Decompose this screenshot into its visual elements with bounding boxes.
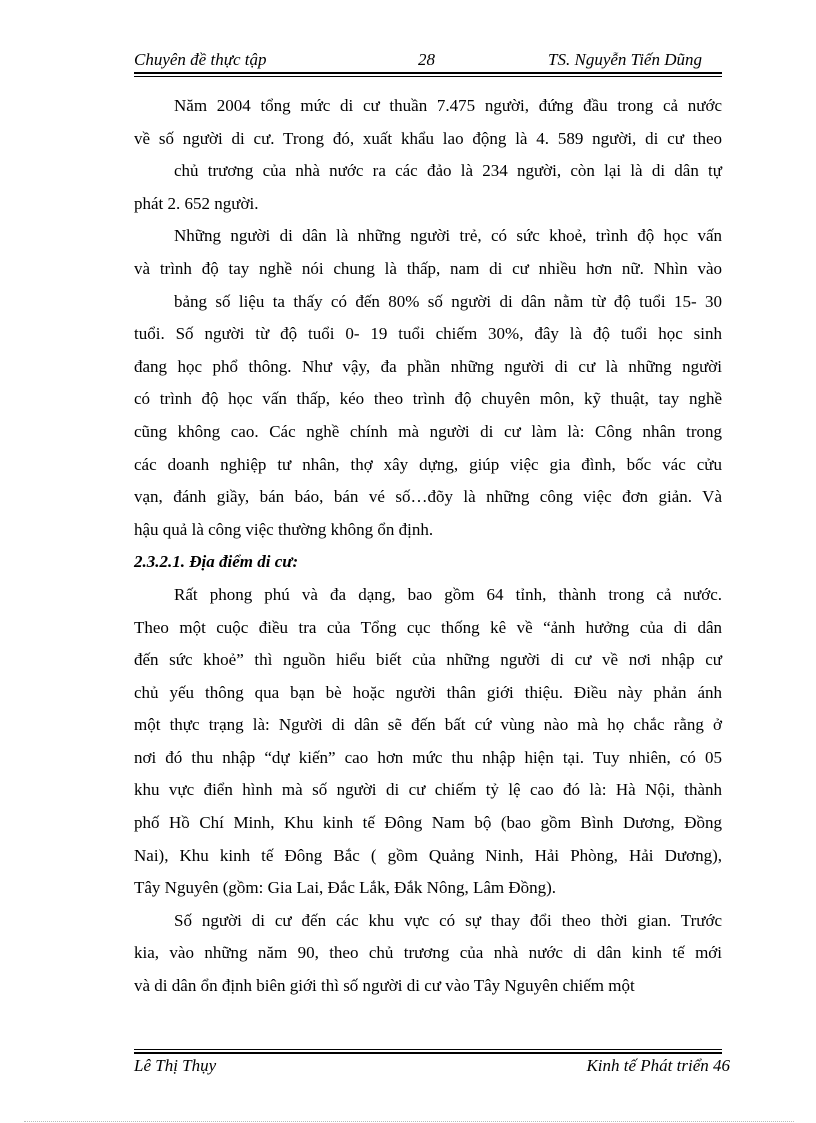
text-line: Rất phong phú và đa dạng, bao gồm 64 tỉnh, thành trong cả nước.: [174, 584, 722, 604]
header-rule-thin: [134, 76, 722, 77]
text-line: Nai), Khu kinh tế Đông Bắc ( gồm Quảng Ninh, Hải Phòng, Hải Dương),: [134, 845, 722, 865]
text-line: chủ trương của nhà nước ra các đảo là 234 người, còn lại là di dân tự: [174, 161, 722, 181]
header-title: Chuyên đề thực tập: [134, 50, 267, 69]
text-line: khu vực điển hình mà số người di cư chiếm tỷ lệ cao đó là: Hà Nội, thành: [134, 780, 722, 800]
text-line: Tây Nguyên (gồm: Gia Lai, Đắc Lắk, Đắk Nông, Lâm Đồng).: [134, 878, 557, 898]
text-line: và di dân ổn định biên giới thì số người di cư vào Tây Nguyên chiếm một: [134, 976, 635, 996]
text-line: tuổi. Số người từ độ tuổi 0- 19 tuổi chiếm 30%, đây là độ tuổi học sinh: [134, 324, 722, 344]
text-line: có trình độ học vấn thấp, kéo theo trình độ chuyên môn, kỹ thuật, tay nghề: [134, 389, 722, 409]
footer-rule-thin: [134, 1049, 722, 1050]
text-line: phát 2. 652 người.: [134, 193, 259, 213]
text-line: chủ yếu thông qua bạn bè hoặc người thân giới thiệu. Điều này phản ánh: [134, 682, 722, 702]
text-line: hậu quả là công việc thường không ổn định.: [134, 519, 434, 539]
paragraph-block-1: [134, 90, 722, 546]
text-line: bảng số liệu ta thấy có đến 80% số người di dân nằm từ độ tuổi 15- 30: [174, 291, 722, 311]
page-header: [134, 46, 722, 72]
paragraph-block-2: [134, 579, 722, 1003]
text-line: Năm 2004 tổng mức di cư thuần 7.475 người, đứng đầu trong cả nước: [174, 96, 722, 115]
text-line: Theo một cuộc điều tra của Tổng cục thống kê về “ảnh hưởng của di dân: [134, 617, 722, 637]
footer-course: Kinh tế Phát triển 46: [586, 1056, 730, 1075]
text-line: kia, vào những năm 90, theo chủ trương của nhà nước di dân kinh tế mới: [134, 943, 722, 963]
header-author: TS. Nguyễn Tiến Dũng: [548, 50, 702, 69]
text-line: về số người di cư. Trong đó, xuất khẩu lao động là 4. 589 người, di cư theo: [134, 128, 722, 148]
header-page-number: 28: [418, 50, 435, 69]
text-line: và trình độ tay nghề nói chung là thấp, nam di cư nhiều hơn nữ. Nhìn vào: [134, 258, 722, 278]
text-line: các doanh nghiệp tư nhân, thợ xây dựng, giúp việc gia đình, bốc vác cửu: [134, 454, 722, 474]
text-line: đang học phổ thông. Như vậy, đa phần những người di cư là những người: [134, 356, 722, 376]
section-heading: 2.3.2.1. Địa điểm di cư:: [134, 552, 299, 572]
text-line: vạn, đánh giầy, bán báo, bán vé số…đõy là những công việc đơn giản. Và: [134, 487, 722, 507]
footer-author: Lê Thị Thụy: [134, 1056, 217, 1075]
page-footer: [134, 1054, 730, 1080]
text-line: nơi đó thu nhập “dự kiến” cao hơn mức thu nhập hiện tại. Tuy nhiên, có 05: [134, 747, 722, 767]
body-text: [134, 90, 722, 1003]
text-line: cũng không cao. Các nghề chính mà người di cư làm là: Công nhân trong: [134, 421, 722, 441]
page-bottom-dotted-line: [24, 1121, 794, 1122]
text-line: phố Hồ Chí Minh, Khu kinh tế Đông Nam bộ (bao gồm Bình Dương, Đồng: [134, 813, 722, 833]
text-line: đến sức khoẻ” thì nguồn hiểu biết của những người di cư về nơi nhập cư: [134, 650, 722, 670]
text-line: một thực trạng là: Người di dân sẽ đến bất cứ vùng nào mà họ chắc rằng ở: [134, 715, 722, 735]
text-line: Những người di dân là những người trẻ, có sức khoẻ, trình độ học vấn: [174, 226, 722, 246]
text-line: Số người di cư đến các khu vực có sự thay đổi theo thời gian. Trước: [174, 910, 722, 930]
header-rule-thick: [134, 72, 722, 74]
